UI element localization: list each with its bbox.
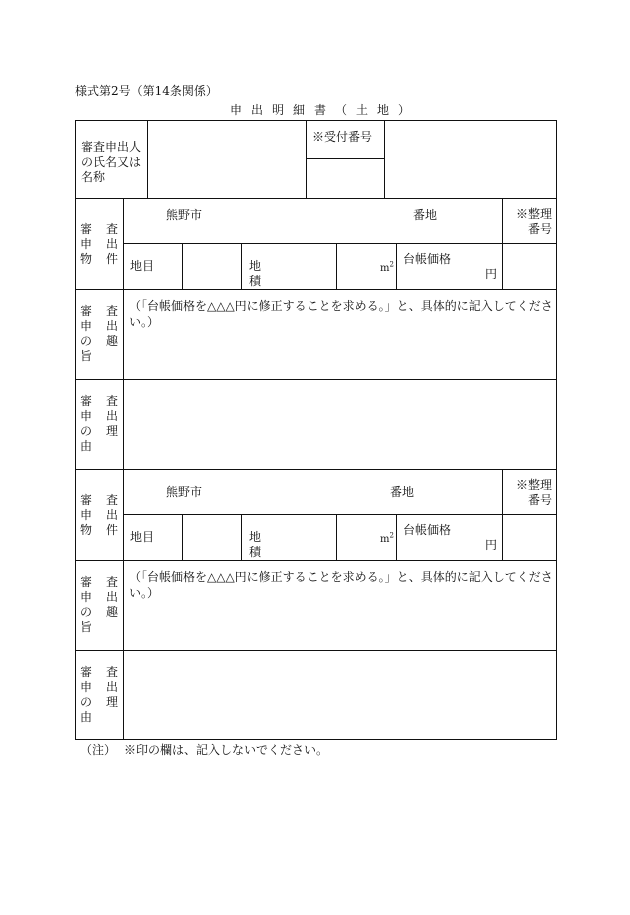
property-address-field[interactable] xyxy=(205,471,385,511)
property-city: 熊野市 xyxy=(166,485,203,499)
property-label: 審 査 申 出 物 件 xyxy=(80,493,119,537)
purpose-field[interactable] xyxy=(124,603,556,649)
reference-number-field xyxy=(503,515,556,559)
area-unit: $m^2$ xyxy=(380,531,394,545)
document-title: 申出明細書（土地） xyxy=(230,103,420,117)
reason-label: 審 査 申 出 の 理 由 xyxy=(80,394,119,453)
area-label: 地積 xyxy=(249,530,314,559)
ledger-price-unit: 円 xyxy=(485,538,498,552)
property-lot-label: 番地 xyxy=(390,485,415,499)
purpose-instruction: （「台帳価格を△△△円に修正することを求める。」と、具体的に記入してください。） xyxy=(129,570,553,600)
ledger-price-label: 台帳価格 xyxy=(403,523,452,537)
land-type-label: 地目 xyxy=(130,530,155,544)
property-label: 審 査 申 出 物 件 xyxy=(80,222,119,266)
reference-number-label: ※整理 番号 xyxy=(515,207,552,236)
purpose-instruction: （「台帳価格を△△△円に修正することを求める。」と、具体的に記入してください。） xyxy=(129,299,553,329)
applicant-name-field[interactable] xyxy=(148,121,305,197)
purpose-label: 審 査 申 出 の 趣 旨 xyxy=(80,575,119,634)
note-text: ※印の欄は、記入しないでください。 xyxy=(124,743,329,757)
ledger-price-unit: 円 xyxy=(485,267,498,281)
receipt-number-label: ※受付番号 xyxy=(312,130,373,144)
applicant-name-label: 審査申出人の氏名又は名称 xyxy=(81,140,142,184)
form-number: 様式第2号（第14条関係） xyxy=(75,84,218,98)
area-label: 地積 xyxy=(249,259,314,288)
reason-field[interactable] xyxy=(124,380,556,468)
land-type-label: 地目 xyxy=(130,259,155,273)
reason-field[interactable] xyxy=(124,651,556,739)
property-address-field[interactable] xyxy=(205,200,405,240)
property-lot-label: 番地 xyxy=(413,208,438,222)
purpose-label: 審 査 申 出 の 趣 旨 xyxy=(80,304,119,363)
reason-label: 審 査 申 出 の 理 由 xyxy=(80,665,119,724)
land-type-field[interactable] xyxy=(183,515,240,559)
purpose-field[interactable] xyxy=(124,332,556,378)
reference-number-field xyxy=(503,244,556,288)
property-city: 熊野市 xyxy=(166,208,203,222)
ledger-price-label: 台帳価格 xyxy=(403,252,452,266)
receipt-number-field xyxy=(307,159,383,197)
note-label: （注） xyxy=(80,743,117,757)
land-type-field[interactable] xyxy=(183,244,240,288)
reference-number-label: ※整理 番号 xyxy=(515,478,552,507)
area-unit: $m^2$ xyxy=(380,260,394,274)
applicant-blank-field xyxy=(385,121,556,197)
